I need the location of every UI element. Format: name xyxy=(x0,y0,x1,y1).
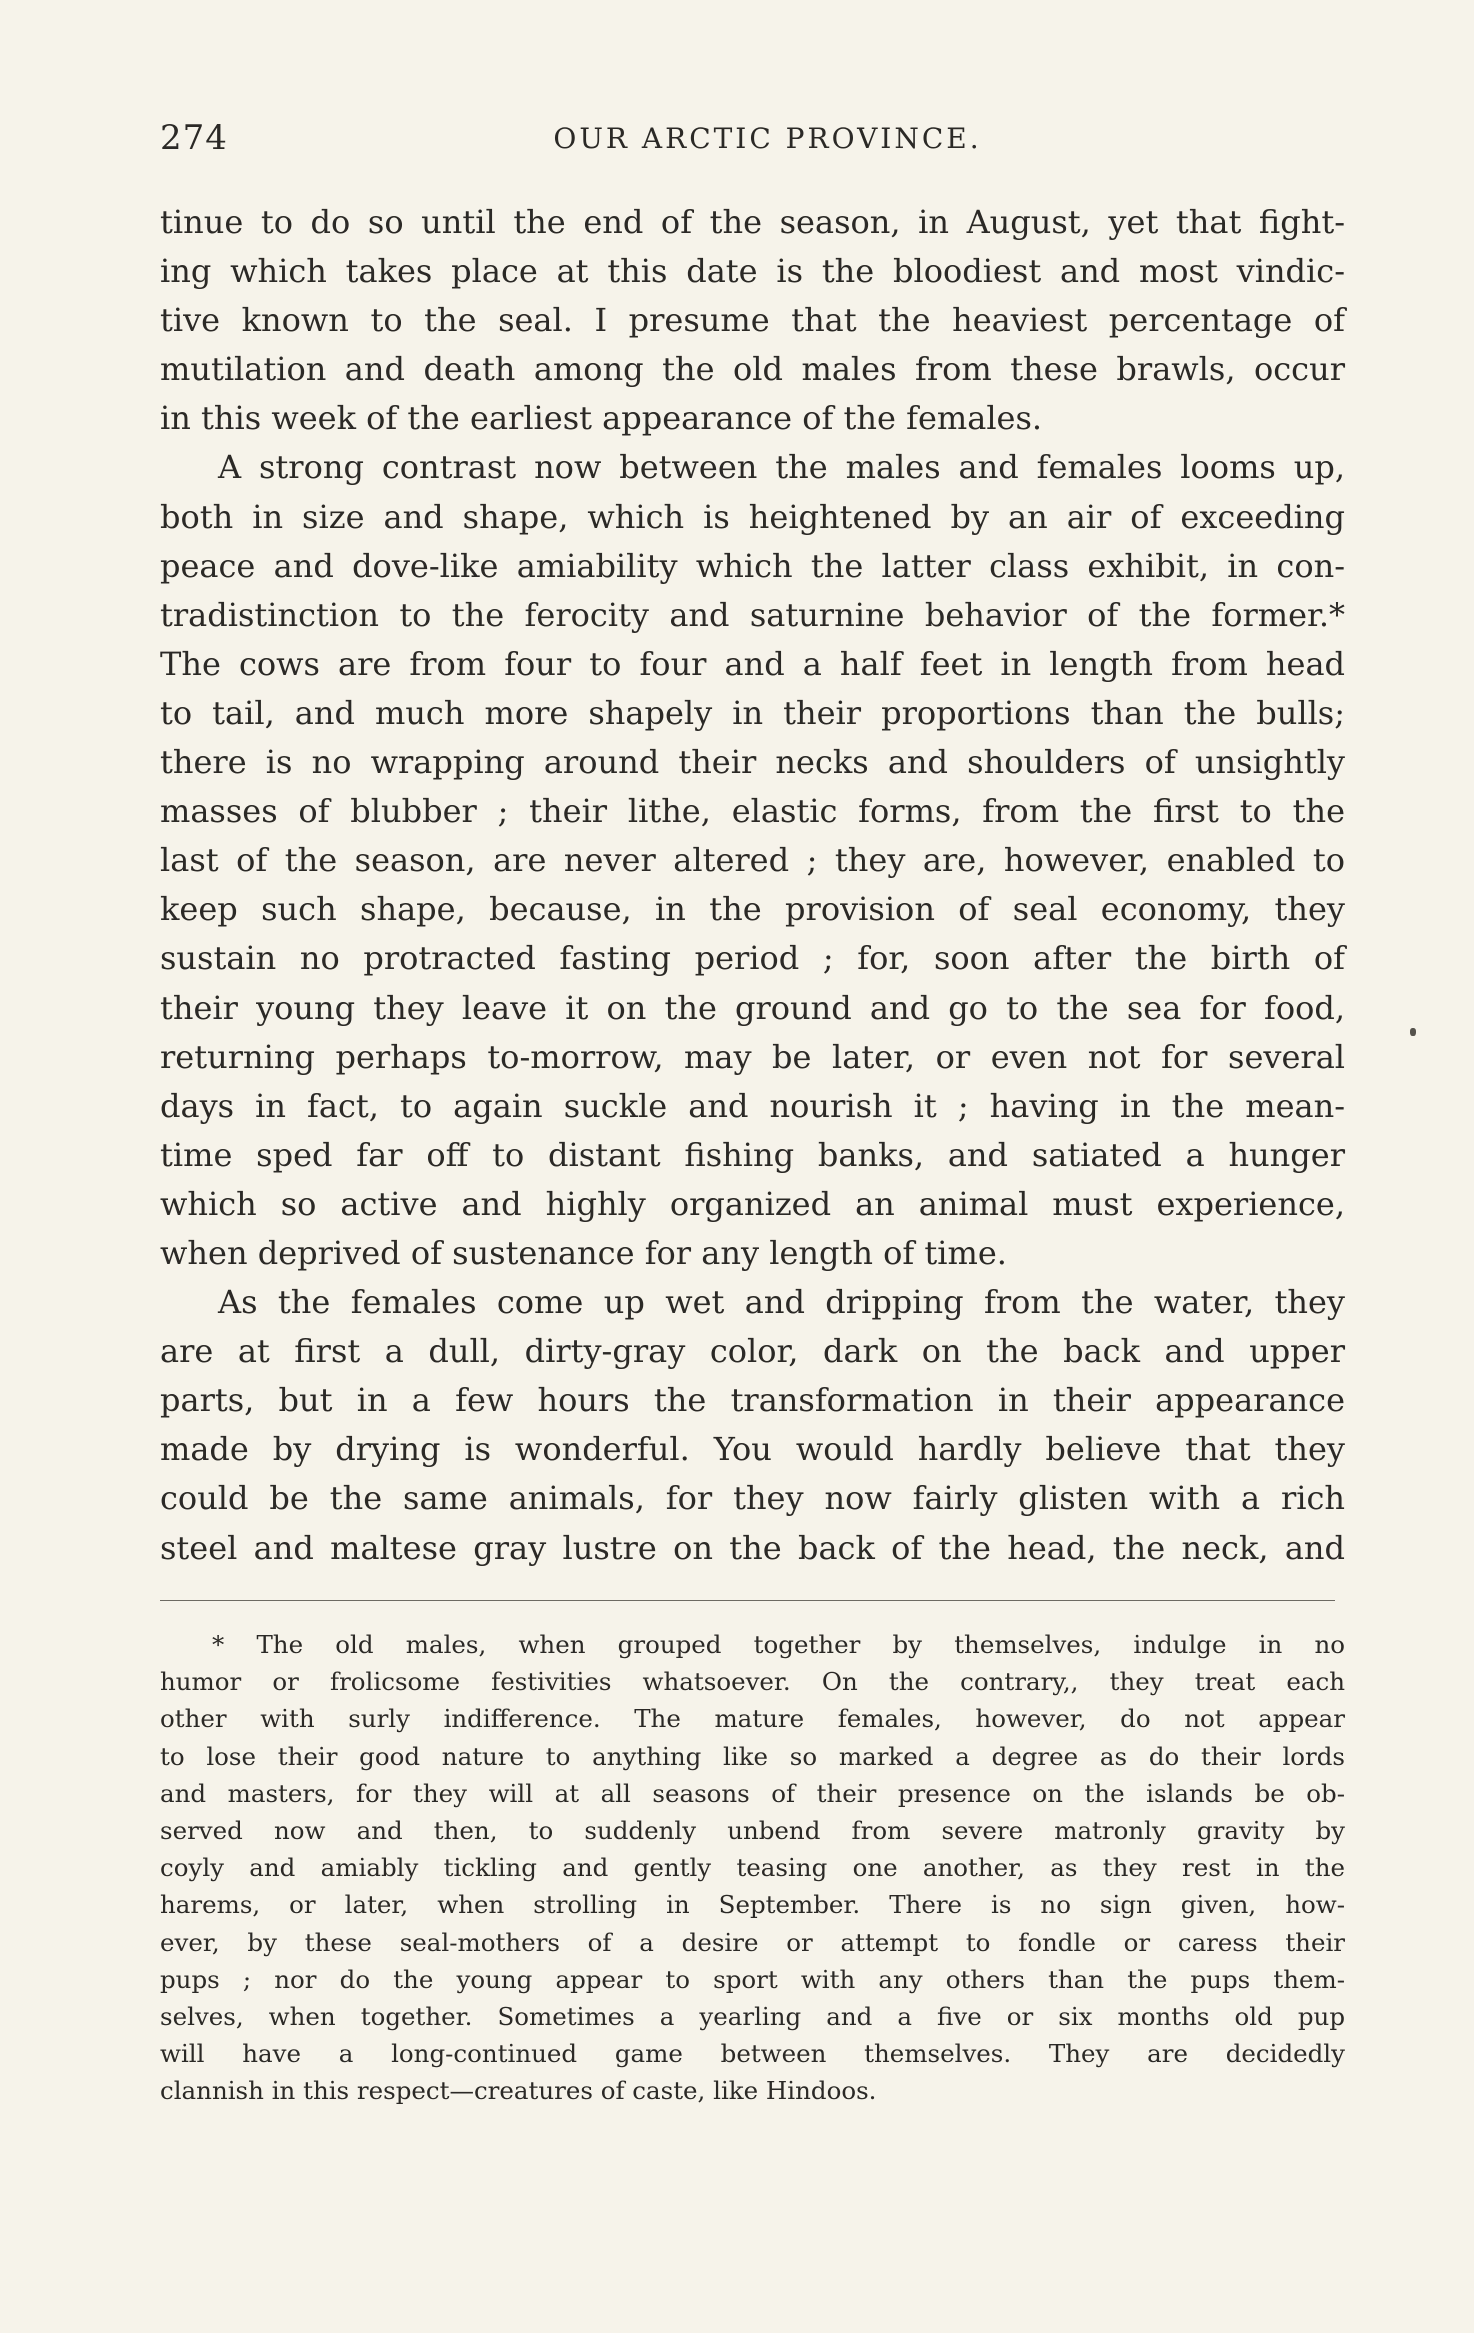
text-line: could be the same animals, for they now fairly glisten with a rich xyxy=(160,1479,1345,1518)
text-line: there is no wrapping around their necks and shoulders of unsightly xyxy=(160,743,1345,782)
text-line: tive known to the seal. I presume that the heaviest percentage of xyxy=(160,301,1345,340)
footnote-line: and masters, for they will at all seasons of their presence on the islands be ob- xyxy=(160,1778,1345,1808)
main-text xyxy=(160,198,1345,1573)
running-head xyxy=(160,118,1335,158)
text-line: parts, but in a few hours the transformation in their appearance xyxy=(160,1381,1345,1420)
text-line: tradistinction to the ferocity and saturnine behavior of the former.* xyxy=(160,595,1345,634)
text-line: last of the season, are never altered ; they are, however, enabled to xyxy=(160,841,1345,880)
text-line: The cows are from four to four and a half feet in length from head xyxy=(160,644,1345,683)
text-line: which so active and highly organized an animal must experience, xyxy=(160,1184,1345,1223)
text-line: made by drying is wonderful. You would hardly believe that they xyxy=(160,1430,1345,1469)
text-line: keep such shape, because, in the provision of seal economy, they xyxy=(160,890,1345,929)
text-line: their young they leave it on the ground and go to the sea for food, xyxy=(160,988,1345,1027)
footnote-line: to lose their good nature to anything like so marked a degree as do their lords xyxy=(160,1741,1345,1771)
text-line: are at first a dull, dirty-gray color, dark on the back and upper xyxy=(160,1332,1345,1371)
footnote-line: humor or frolicsome festivities whatsoever. On the contrary,, they treat each xyxy=(160,1667,1345,1697)
footnote xyxy=(160,1626,1345,2109)
print-speck xyxy=(1410,1028,1416,1036)
footnote-divider xyxy=(160,1600,1335,1601)
text-line: steel and maltese gray lustre on the back of the head, the neck, and xyxy=(160,1528,1345,1567)
footnote-line: pups ; nor do the young appear to sport with any others than the pups them- xyxy=(160,1964,1345,1994)
text-line: As the females come up wet and dripping from the water, they xyxy=(218,1283,1345,1322)
page-number: 274 xyxy=(160,118,228,158)
text-line: when deprived of sustenance for any length of time. xyxy=(160,1233,1007,1272)
text-line: returning perhaps to-morrow, may be later, or even not for several xyxy=(160,1037,1345,1076)
footnote-line: coyly and amiably tickling and gently teasing one another, as they rest in the xyxy=(160,1853,1345,1883)
footnote-line: selves, when together. Sometimes a yearling and a five or six months old pup xyxy=(160,2001,1345,2031)
running-title: OUR ARCTIC PROVINCE. xyxy=(553,122,982,155)
text-line: to tail, and much more shapely in their proportions than the bulls; xyxy=(160,693,1345,732)
footnote-line: * The old males, when grouped together by themselves, indulge in no xyxy=(212,1630,1345,1659)
text-line: tinue to do so until the end of the season, in August, yet that fight- xyxy=(160,203,1345,241)
text-line: time sped far off to distant fishing banks, and satiated a hunger xyxy=(160,1135,1345,1174)
text-line: days in fact, to again suckle and nourish it ; having in the mean- xyxy=(160,1086,1345,1125)
text-line: peace and dove-like amiability which the latter class exhibit, in con- xyxy=(160,546,1345,585)
footnote-line: harems, or later, when strolling in September. There is no sign given, how- xyxy=(160,1890,1345,1920)
text-line: ing which takes place at this date is the bloodiest and most vindic- xyxy=(160,252,1345,291)
footnote-line: will have a long-continued game between themselves. They are decidedly xyxy=(160,2039,1345,2069)
text-line: A strong contrast now between the males and females looms up, xyxy=(218,448,1345,487)
text-line: sustain no protracted fasting period ; for, soon after the birth of xyxy=(160,939,1345,978)
footnote-line: clannish in this respect—creatures of caste, like Hindoos. xyxy=(160,2076,877,2106)
text-line: masses of blubber ; their lithe, elastic forms, from the first to the xyxy=(160,792,1345,831)
text-line: in this week of the earliest appearance of the females. xyxy=(160,399,1043,438)
text-line: mutilation and death among the old males from these brawls, occur xyxy=(160,350,1345,389)
footnote-line: ever, by these seal-mothers of a desire or attempt to fondle or caress their xyxy=(160,1927,1345,1957)
text-line: both in size and shape, which is heightened by an air of exceeding xyxy=(160,497,1345,536)
footnote-line: served now and then, to suddenly unbend from severe matronly gravity by xyxy=(160,1815,1345,1845)
footnote-line: other with surly indifference. The mature females, however, do not appear xyxy=(160,1704,1345,1734)
